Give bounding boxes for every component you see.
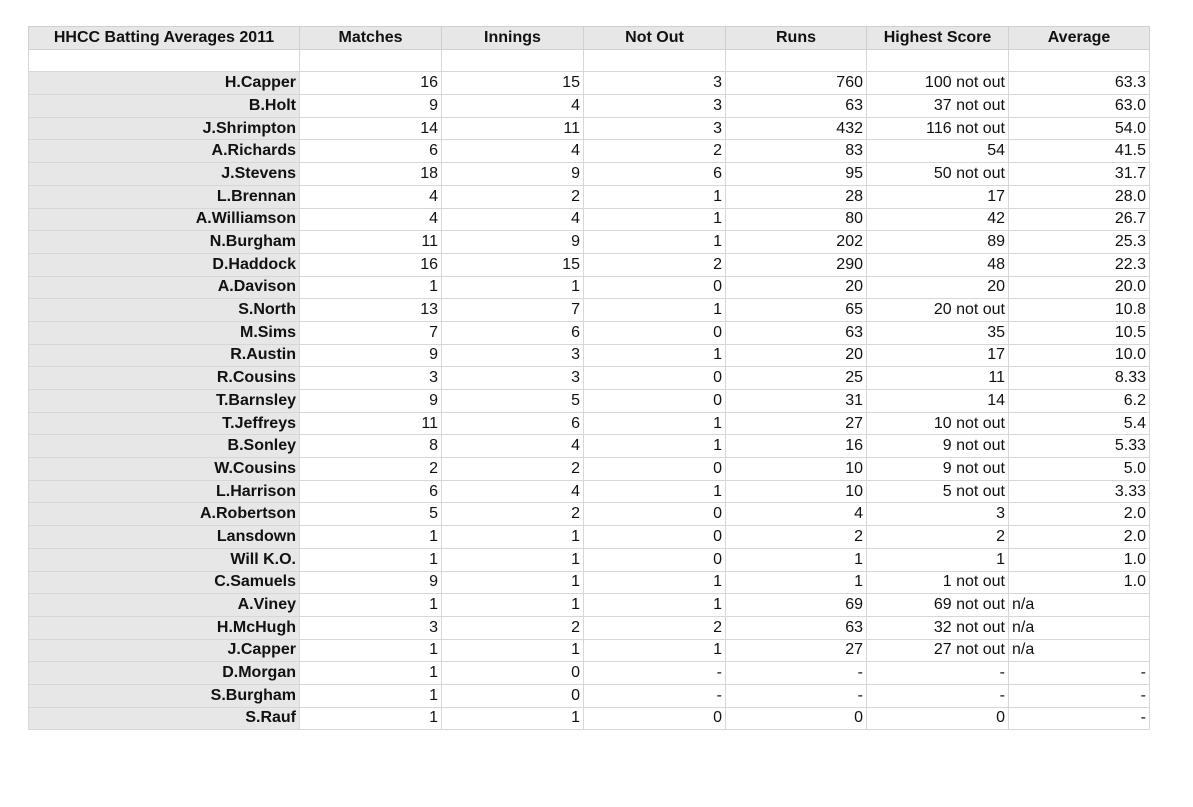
matches-cell: 5 — [300, 503, 442, 526]
matches-cell: 4 — [300, 185, 442, 208]
highest-score-cell: 54 — [867, 140, 1009, 163]
runs-cell: - — [726, 684, 867, 707]
runs-cell: 290 — [726, 253, 867, 276]
highest-score-cell: 3 — [867, 503, 1009, 526]
runs-cell: 63 — [726, 95, 867, 118]
player-name-cell: C.Samuels — [29, 571, 300, 594]
player-name-cell: L.Brennan — [29, 185, 300, 208]
player-name-cell: D.Morgan — [29, 662, 300, 685]
not-out-cell: 1 — [584, 208, 726, 231]
table-row — [29, 707, 1150, 730]
matches-cell: 9 — [300, 95, 442, 118]
table-body — [29, 49, 1150, 730]
average-cell: 10.5 — [1009, 321, 1150, 344]
header-matches: Matches — [300, 27, 442, 50]
innings-cell: 3 — [442, 344, 584, 367]
average-cell: 1.0 — [1009, 571, 1150, 594]
table-row — [29, 299, 1150, 322]
player-name-cell: A.Viney — [29, 594, 300, 617]
matches-cell: 11 — [300, 412, 442, 435]
matches-cell: 9 — [300, 571, 442, 594]
average-cell: 22.3 — [1009, 253, 1150, 276]
table-row — [29, 208, 1150, 231]
table-row — [29, 571, 1150, 594]
player-name-cell: A.Robertson — [29, 503, 300, 526]
innings-cell: 2 — [442, 616, 584, 639]
highest-score-cell: 42 — [867, 208, 1009, 231]
innings-cell: 6 — [442, 412, 584, 435]
table-row — [29, 95, 1150, 118]
matches-cell: 18 — [300, 163, 442, 186]
runs-cell: - — [726, 662, 867, 685]
runs-cell: 760 — [726, 72, 867, 95]
highest-score-cell: 116 not out — [867, 117, 1009, 140]
innings-cell: 4 — [442, 435, 584, 458]
matches-cell: 13 — [300, 299, 442, 322]
player-name-cell: H.Capper — [29, 72, 300, 95]
average-cell: 1.0 — [1009, 548, 1150, 571]
highest-score-cell: 5 not out — [867, 480, 1009, 503]
innings-cell: 7 — [442, 299, 584, 322]
blank-row — [29, 49, 1150, 72]
average-cell: 28.0 — [1009, 185, 1150, 208]
runs-cell: 83 — [726, 140, 867, 163]
player-name-cell: J.Stevens — [29, 163, 300, 186]
runs-cell: 65 — [726, 299, 867, 322]
player-name-cell: L.Harrison — [29, 480, 300, 503]
innings-cell: 1 — [442, 526, 584, 549]
highest-score-cell: 32 not out — [867, 616, 1009, 639]
runs-cell: 25 — [726, 367, 867, 390]
player-name-cell: W.Cousins — [29, 458, 300, 481]
table-row — [29, 344, 1150, 367]
runs-cell: 95 — [726, 163, 867, 186]
player-name-cell: T.Barnsley — [29, 390, 300, 413]
innings-cell: 2 — [442, 458, 584, 481]
matches-cell: 11 — [300, 231, 442, 254]
not-out-cell: 1 — [584, 344, 726, 367]
not-out-cell: - — [584, 684, 726, 707]
table-row — [29, 253, 1150, 276]
innings-cell: 0 — [442, 662, 584, 685]
player-name-cell: A.Richards — [29, 140, 300, 163]
player-name-cell: S.North — [29, 299, 300, 322]
average-cell: 2.0 — [1009, 526, 1150, 549]
table-row — [29, 321, 1150, 344]
average-cell: 41.5 — [1009, 140, 1150, 163]
innings-cell: 4 — [442, 480, 584, 503]
highest-score-cell: 9 not out — [867, 458, 1009, 481]
matches-cell: 2 — [300, 458, 442, 481]
average-cell: - — [1009, 707, 1150, 730]
blank-cell — [726, 49, 867, 72]
header-title: HHCC Batting Averages 2011 — [29, 27, 300, 50]
runs-cell: 20 — [726, 276, 867, 299]
runs-cell: 10 — [726, 480, 867, 503]
average-cell: 63.3 — [1009, 72, 1150, 95]
table-row — [29, 662, 1150, 685]
table-row — [29, 480, 1150, 503]
player-name-cell: Will K.O. — [29, 548, 300, 571]
header-runs: Runs — [726, 27, 867, 50]
table-row — [29, 390, 1150, 413]
not-out-cell: 0 — [584, 707, 726, 730]
innings-cell: 5 — [442, 390, 584, 413]
not-out-cell: 1 — [584, 185, 726, 208]
highest-score-cell: 89 — [867, 231, 1009, 254]
average-cell: n/a — [1009, 616, 1150, 639]
matches-cell: 6 — [300, 140, 442, 163]
blank-cell — [1009, 49, 1150, 72]
blank-cell — [867, 49, 1009, 72]
not-out-cell: 0 — [584, 548, 726, 571]
highest-score-cell: 27 not out — [867, 639, 1009, 662]
highest-score-cell: 20 not out — [867, 299, 1009, 322]
average-cell: 26.7 — [1009, 208, 1150, 231]
not-out-cell: 1 — [584, 231, 726, 254]
not-out-cell: 1 — [584, 571, 726, 594]
highest-score-cell: - — [867, 684, 1009, 707]
innings-cell: 1 — [442, 594, 584, 617]
highest-score-cell: 100 not out — [867, 72, 1009, 95]
player-name-cell: Lansdown — [29, 526, 300, 549]
innings-cell: 9 — [442, 231, 584, 254]
player-name-cell: D.Haddock — [29, 253, 300, 276]
matches-cell: 9 — [300, 344, 442, 367]
player-name-cell: R.Cousins — [29, 367, 300, 390]
innings-cell: 3 — [442, 367, 584, 390]
not-out-cell: 0 — [584, 321, 726, 344]
highest-score-cell: 50 not out — [867, 163, 1009, 186]
average-cell: 3.33 — [1009, 480, 1150, 503]
innings-cell: 1 — [442, 707, 584, 730]
table-row — [29, 140, 1150, 163]
innings-cell: 15 — [442, 253, 584, 276]
blank-cell — [29, 49, 300, 72]
matches-cell: 4 — [300, 208, 442, 231]
runs-cell: 1 — [726, 571, 867, 594]
highest-score-cell: 2 — [867, 526, 1009, 549]
innings-cell: 2 — [442, 503, 584, 526]
average-cell: 5.0 — [1009, 458, 1150, 481]
matches-cell: 1 — [300, 707, 442, 730]
average-cell: 25.3 — [1009, 231, 1150, 254]
runs-cell: 0 — [726, 707, 867, 730]
highest-score-cell: 17 — [867, 185, 1009, 208]
innings-cell: 9 — [442, 163, 584, 186]
innings-cell: 15 — [442, 72, 584, 95]
not-out-cell: - — [584, 662, 726, 685]
runs-cell: 31 — [726, 390, 867, 413]
table-row — [29, 276, 1150, 299]
not-out-cell: 3 — [584, 117, 726, 140]
table-row — [29, 526, 1150, 549]
runs-cell: 27 — [726, 412, 867, 435]
matches-cell: 1 — [300, 276, 442, 299]
average-cell: 6.2 — [1009, 390, 1150, 413]
not-out-cell: 2 — [584, 253, 726, 276]
not-out-cell: 1 — [584, 639, 726, 662]
player-name-cell: J.Capper — [29, 639, 300, 662]
not-out-cell: 1 — [584, 435, 726, 458]
runs-cell: 20 — [726, 344, 867, 367]
runs-cell: 16 — [726, 435, 867, 458]
player-name-cell: B.Holt — [29, 95, 300, 118]
blank-cell — [300, 49, 442, 72]
matches-cell: 16 — [300, 72, 442, 95]
runs-cell: 202 — [726, 231, 867, 254]
header-innings: Innings — [442, 27, 584, 50]
average-cell: 10.8 — [1009, 299, 1150, 322]
table-row — [29, 185, 1150, 208]
player-name-cell: B.Sonley — [29, 435, 300, 458]
matches-cell: 3 — [300, 616, 442, 639]
player-name-cell: S.Rauf — [29, 707, 300, 730]
matches-cell: 3 — [300, 367, 442, 390]
highest-score-cell: - — [867, 662, 1009, 685]
table-row — [29, 548, 1150, 571]
highest-score-cell: 37 not out — [867, 95, 1009, 118]
table-row — [29, 412, 1150, 435]
highest-score-cell: 9 not out — [867, 435, 1009, 458]
innings-cell: 1 — [442, 639, 584, 662]
player-name-cell: N.Burgham — [29, 231, 300, 254]
matches-cell: 7 — [300, 321, 442, 344]
average-cell: 31.7 — [1009, 163, 1150, 186]
not-out-cell: 0 — [584, 526, 726, 549]
highest-score-cell: 0 — [867, 707, 1009, 730]
highest-score-cell: 14 — [867, 390, 1009, 413]
innings-cell: 4 — [442, 208, 584, 231]
average-cell: - — [1009, 684, 1150, 707]
average-cell: 54.0 — [1009, 117, 1150, 140]
average-cell: 10.0 — [1009, 344, 1150, 367]
table-row — [29, 231, 1150, 254]
innings-cell: 2 — [442, 185, 584, 208]
not-out-cell: 0 — [584, 503, 726, 526]
runs-cell: 80 — [726, 208, 867, 231]
innings-cell: 0 — [442, 684, 584, 707]
highest-score-cell: 35 — [867, 321, 1009, 344]
average-cell: n/a — [1009, 639, 1150, 662]
highest-score-cell: 1 — [867, 548, 1009, 571]
not-out-cell: 0 — [584, 276, 726, 299]
header-not-out: Not Out — [584, 27, 726, 50]
not-out-cell: 1 — [584, 299, 726, 322]
matches-cell: 1 — [300, 662, 442, 685]
blank-cell — [584, 49, 726, 72]
not-out-cell: 2 — [584, 616, 726, 639]
table-row — [29, 117, 1150, 140]
batting-averages-table — [28, 26, 1150, 730]
matches-cell: 6 — [300, 480, 442, 503]
matches-cell: 1 — [300, 684, 442, 707]
not-out-cell: 2 — [584, 140, 726, 163]
average-cell: 2.0 — [1009, 503, 1150, 526]
table-row — [29, 684, 1150, 707]
matches-cell: 1 — [300, 548, 442, 571]
highest-score-cell: 17 — [867, 344, 1009, 367]
runs-cell: 10 — [726, 458, 867, 481]
table-row — [29, 616, 1150, 639]
runs-cell: 4 — [726, 503, 867, 526]
runs-cell: 1 — [726, 548, 867, 571]
innings-cell: 1 — [442, 571, 584, 594]
header-row — [29, 27, 1150, 50]
highest-score-cell: 11 — [867, 367, 1009, 390]
innings-cell: 4 — [442, 95, 584, 118]
player-name-cell: A.Davison — [29, 276, 300, 299]
average-cell: 20.0 — [1009, 276, 1150, 299]
average-cell: n/a — [1009, 594, 1150, 617]
not-out-cell: 1 — [584, 480, 726, 503]
matches-cell: 16 — [300, 253, 442, 276]
not-out-cell: 3 — [584, 95, 726, 118]
highest-score-cell: 1 not out — [867, 571, 1009, 594]
average-cell: 63.0 — [1009, 95, 1150, 118]
runs-cell: 63 — [726, 321, 867, 344]
not-out-cell: 6 — [584, 163, 726, 186]
player-name-cell: A.Williamson — [29, 208, 300, 231]
matches-cell: 8 — [300, 435, 442, 458]
innings-cell: 1 — [442, 276, 584, 299]
highest-score-cell: 69 not out — [867, 594, 1009, 617]
header-highest-score: Highest Score — [867, 27, 1009, 50]
innings-cell: 4 — [442, 140, 584, 163]
average-cell: 8.33 — [1009, 367, 1150, 390]
table-row — [29, 503, 1150, 526]
table-row — [29, 594, 1150, 617]
table-row — [29, 435, 1150, 458]
table-row — [29, 72, 1150, 95]
runs-cell: 63 — [726, 616, 867, 639]
not-out-cell: 1 — [584, 412, 726, 435]
table-row — [29, 639, 1150, 662]
not-out-cell: 1 — [584, 594, 726, 617]
header-average: Average — [1009, 27, 1150, 50]
player-name-cell: R.Austin — [29, 344, 300, 367]
runs-cell: 2 — [726, 526, 867, 549]
table-row — [29, 163, 1150, 186]
player-name-cell: M.Sims — [29, 321, 300, 344]
player-name-cell: J.Shrimpton — [29, 117, 300, 140]
average-cell: 5.4 — [1009, 412, 1150, 435]
player-name-cell: H.McHugh — [29, 616, 300, 639]
matches-cell: 1 — [300, 594, 442, 617]
player-name-cell: S.Burgham — [29, 684, 300, 707]
matches-cell: 9 — [300, 390, 442, 413]
not-out-cell: 0 — [584, 390, 726, 413]
runs-cell: 69 — [726, 594, 867, 617]
highest-score-cell: 20 — [867, 276, 1009, 299]
not-out-cell: 3 — [584, 72, 726, 95]
average-cell: - — [1009, 662, 1150, 685]
runs-cell: 28 — [726, 185, 867, 208]
innings-cell: 6 — [442, 321, 584, 344]
innings-cell: 11 — [442, 117, 584, 140]
not-out-cell: 0 — [584, 367, 726, 390]
matches-cell: 1 — [300, 639, 442, 662]
player-name-cell: T.Jeffreys — [29, 412, 300, 435]
average-cell: 5.33 — [1009, 435, 1150, 458]
matches-cell: 14 — [300, 117, 442, 140]
runs-cell: 432 — [726, 117, 867, 140]
matches-cell: 1 — [300, 526, 442, 549]
runs-cell: 27 — [726, 639, 867, 662]
blank-cell — [442, 49, 584, 72]
highest-score-cell: 10 not out — [867, 412, 1009, 435]
table-row — [29, 367, 1150, 390]
table-row — [29, 458, 1150, 481]
innings-cell: 1 — [442, 548, 584, 571]
not-out-cell: 0 — [584, 458, 726, 481]
highest-score-cell: 48 — [867, 253, 1009, 276]
